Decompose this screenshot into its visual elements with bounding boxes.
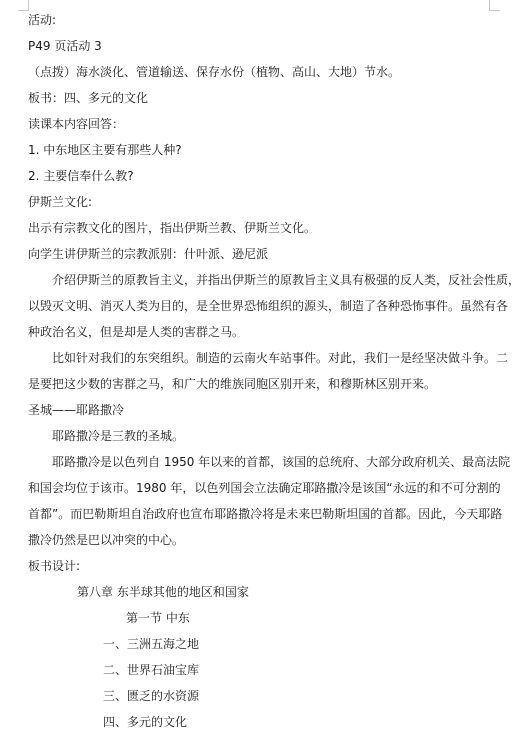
outline-item: 一、三洲五海之地 [103, 637, 200, 651]
outline-item: 四、多元的文化 [103, 715, 188, 729]
paragraph-line: 撒冷仍然是巴以冲突的中心。 [28, 533, 185, 547]
activity-hint: （点拨）海水淡化、管道输送、保存水份（植物、高山、大地）节水。 [28, 65, 401, 79]
paragraph-line: 是要把这少数的害群之马，和广大的维族同胞区别开来，和穆斯林区别开来。 [28, 377, 437, 391]
section-title: 第一节 中东 [126, 611, 190, 625]
subheading-holy-city: 圣城——耶路撒冷 [28, 403, 125, 417]
board-design-heading: 板书设计: [28, 559, 81, 573]
question-1: 1. 中东地区主要有那些人种? [28, 143, 182, 157]
text-line: 向学生讲伊斯兰的宗教派别：什叶派、逊尼派 [28, 247, 269, 261]
paragraph-line: 以毁灭文明、消灭人类为目的，是全世界恐怖组织的源头，制造了各种恐怖事件。虽然有各 [28, 299, 509, 313]
paragraph-line: 介绍伊斯兰的原教旨主义，并指出伊斯兰的原教旨主义具有极强的反人类，反社会性质， [52, 273, 521, 287]
text-line: 出示有宗教文化的图片，指出伊斯兰教、伊斯兰文化。 [28, 221, 317, 235]
page-corner-mark-right [489, 0, 500, 11]
paragraph-line: 耶路撒冷是三教的圣城。 [52, 429, 185, 443]
paragraph-line: 首都”。而巴勒斯坦自治政府也宣布耶路撒冷将是未来巴勒斯坦国的首都。因此，今天耶路 [28, 507, 503, 521]
paragraph-line: 和国会均位于该市。1980 年，以色列国会立法确定耶路撒冷是该国“永远的和不可分割的 [28, 481, 501, 495]
board-note: 板书：四、多元的文化 [28, 91, 149, 105]
paragraph-line: 耶路撒冷是以色列自 1950 年以来的首都，该国的总统府、大部分政府机关、最高法院 [52, 455, 511, 469]
chapter-title: 第八章 东半球其他的地区和国家 [77, 585, 249, 599]
question-2: 2. 主要信奉什么教? [28, 169, 134, 183]
paragraph-line: 比如针对我们的东突组织。制造的云南火车站事件。对此，我们一是经坚决做斗争。二 [52, 351, 509, 365]
page-corner-mark-left [18, 0, 29, 11]
paragraph-line: 种政治名义，但是却是人类的害群之马。 [28, 325, 245, 339]
outline-item: 三、匮乏的水资源 [103, 689, 200, 703]
heading-activity: 活动: [28, 13, 57, 27]
subheading-islamic-culture: 伊斯兰文化: [28, 195, 93, 209]
activity-page-ref: P49 页活动 3 [28, 39, 102, 53]
reading-prompt: 读课本内容回答： [28, 117, 125, 131]
outline-item: 二、世界石油宝库 [103, 663, 200, 677]
